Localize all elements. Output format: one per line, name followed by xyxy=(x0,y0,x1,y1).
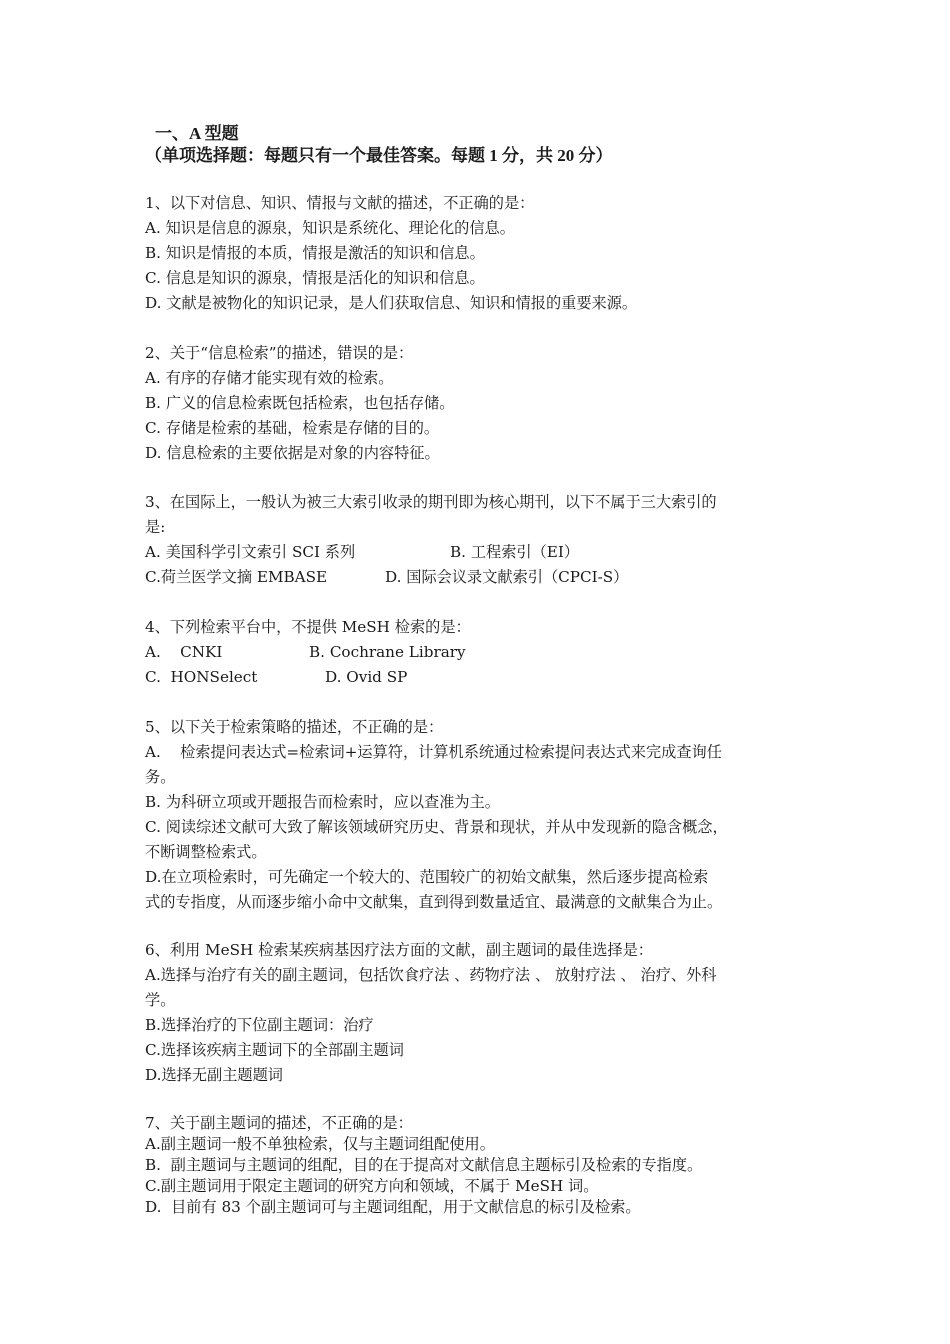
section-subtitle: （单项选择题：每题只有一个最佳答案。每题 1 分，共 20 分） xyxy=(145,146,613,165)
option-c: C. 存储是检索的基础，检索是存储的目的。 xyxy=(145,419,440,437)
question-7 xyxy=(145,1113,825,1218)
option-b: B.选择治疗的下位副主题词：治疗 xyxy=(145,1016,374,1034)
question-stem: 3、在国际上，一般认为被三大索引收录的期刊即为核心期刊，以下不属于三大索引的 xyxy=(145,493,717,511)
option-b: B. 知识是情报的本质，情报是激活的知识和信息。 xyxy=(145,244,485,262)
options-row-ab xyxy=(145,640,825,665)
option-d: D. 国际会议录文献索引（CPCI-S） xyxy=(385,568,629,586)
option-d: D. Ovid SP xyxy=(325,668,408,686)
option-a: A.选择与治疗有关的副主题词，包括饮食疗法 、药物疗法 、 放射疗法 、 治疗、外科 xyxy=(145,966,717,984)
option-b: B. 副主题词与主题词的组配，目的在于提高对文献信息主题标引及检索的专指度。 xyxy=(145,1156,703,1174)
option-d: D. 目前有 83 个副主题词可与主题词组配，用于文献信息的标引及检索。 xyxy=(145,1198,641,1216)
question-stem: 1、以下对信息、知识、情报与文献的描述，不正确的是： xyxy=(145,194,535,212)
option-a: A. 知识是信息的源泉，知识是系统化、理论化的信息。 xyxy=(145,219,515,237)
question-stem: 7、关于副主题词的描述，不正确的是： xyxy=(145,1114,413,1132)
option-c: C.选择该疾病主题词下的全部副主题词 xyxy=(145,1041,404,1059)
option-c: C.副主题词用于限定主题词的研究方向和领域，不属于 MeSH 词。 xyxy=(145,1177,599,1195)
question-6 xyxy=(145,938,825,1088)
option-a: A. 检索提问表达式=检索词+运算符，计算机系统通过检索提问表达式来完成查询任 xyxy=(145,743,722,761)
option-a-continued: 务。 xyxy=(145,768,176,786)
option-a: A. 有序的存储才能实现有效的检索。 xyxy=(145,369,394,387)
option-a: A.副主题词一般不单独检索，仅与主题词组配使用。 xyxy=(145,1135,495,1153)
option-c: C. 信息是知识的源泉，情报是活化的知识和信息。 xyxy=(145,269,485,287)
options-row-ab xyxy=(145,540,825,565)
option-b: B. Cochrane Library xyxy=(309,643,466,661)
option-c-continued: 不断调整检索式。 xyxy=(145,843,267,861)
option-a-continued: 学。 xyxy=(145,991,176,1009)
question-stem-continued: 是: xyxy=(145,518,166,536)
option-d: D.选择无副主题题词 xyxy=(145,1066,283,1084)
option-c: C. HONSelect xyxy=(145,668,258,686)
section-title: 一、A 型题 xyxy=(155,124,239,143)
question-4 xyxy=(145,615,825,690)
question-3 xyxy=(145,490,825,590)
option-b: B. 工程索引（EI） xyxy=(450,543,580,561)
option-b: B. 广义的信息检索既包括检索，也包括存储。 xyxy=(145,394,455,412)
option-a: A. CNKI xyxy=(145,643,223,661)
options-row-cd xyxy=(145,665,825,690)
option-a: A. 美国科学引文索引 SCI 系列 xyxy=(145,543,356,561)
option-b: B. 为科研立项或开题报告而检索时，应以查准为主。 xyxy=(145,793,500,811)
question-2 xyxy=(145,341,825,466)
option-c: C.荷兰医学文摘 EMBASE xyxy=(145,568,328,586)
question-1 xyxy=(145,191,825,316)
option-d: D. 文献是被物化的知识记录，是人们获取信息、知识和情报的重要来源。 xyxy=(145,294,638,312)
question-stem: 5、以下关于检索策略的描述，不正确的是： xyxy=(145,718,444,736)
option-d-continued: 式的专指度，从而逐步缩小命中文献集，直到得到数量适宜、最满意的文献集合为止。 xyxy=(145,893,723,911)
question-stem: 4、下列检索平台中，不提供 MeSH 检索的是： xyxy=(145,618,471,636)
option-d: D.在立项检索时，可先确定一个较大的、范围较广的初始文献集，然后逐步提高检索 xyxy=(145,868,709,886)
option-c: C. 阅读综述文献可大致了解该领域研究历史、背景和现状，并从中发现新的隐含概念， xyxy=(145,818,728,836)
option-d: D. 信息检索的主要依据是对象的内容特征。 xyxy=(145,444,440,462)
question-5 xyxy=(145,715,825,915)
question-stem: 6、利用 MeSH 检索某疾病基因疗法方面的文献，副主题词的最佳选择是： xyxy=(145,941,653,959)
options-row-cd xyxy=(145,565,825,590)
question-stem: 2、关于“信息检索”的描述，错误的是： xyxy=(145,344,414,362)
